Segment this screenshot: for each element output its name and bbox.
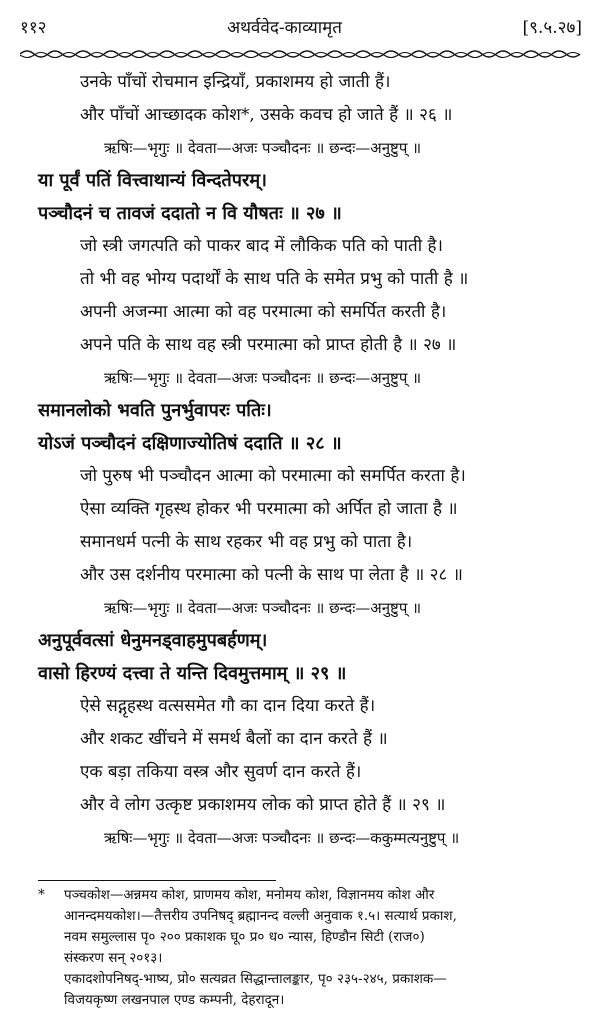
mantra-verse-27: [20, 164, 582, 230]
footnotes: [20, 885, 582, 1011]
translation-line: अपनी अजन्मा आत्मा को वह परमात्मा को समर्पित करती है।: [80, 302, 447, 322]
decorative-wavy-rule: [20, 48, 582, 60]
translation-line: जो स्त्री जगत्पति को पाकर बाद में लौकिक पति को पाती है।: [80, 236, 443, 256]
translation-line: और उस दर्शनीय परमात्मा को पत्नी के साथ पा लेता है ॥ २८ ॥: [80, 565, 463, 585]
running-title: अथर्ववेद-काव्यामृत: [227, 17, 342, 38]
translation-line: और शकट खींचने में समर्थ बैलों का दान करते हैं ॥: [80, 729, 388, 749]
footnote-line: आनन्दमयकोश।—तैत्तरीय उपनिषद् ब्रह्मानन्द वल्ली अनुवाक १.५। सत्यार्थ प्रकाश,: [64, 908, 457, 924]
page-number: ११२: [20, 17, 47, 38]
translation-line: और वे लोग उत्कृष्ट प्रकाशमय लोक को प्राप्त होते हैं ॥ २९ ॥: [80, 795, 446, 815]
footnote-line: नवम समुल्लास पृ० २०० प्रकाशक घू० प्र० ध० न्यास, हिण्डौन सिटी (राज०): [64, 929, 425, 945]
footnote-item: [38, 885, 582, 906]
rishi-devata-chhand: ऋषिः—भृगुः ॥ देवता—अजः पञ्चौदनः ॥ छन्दः—अनुष्टुप् ॥: [104, 369, 422, 387]
translation-verse-29: [20, 690, 582, 822]
rishi-devata-chhand: ऋषिः—भृगुः ॥ देवता—अजः पञ्चौदनः ॥ छन्दः—ककुम्मत्यनुष्टुप् ॥: [104, 829, 460, 847]
footnote-line: संस्करण सन् २०१३।: [64, 950, 163, 966]
translation-line: ऐसे सद्गृहस्थ वत्ससमेत गौ का दान दिया करते हैं।: [80, 696, 376, 716]
footnote-divider: [38, 880, 276, 881]
translation-line: अपने पति के साथ वह स्त्री परमात्मा को प्राप्त होती है ॥ २७ ॥: [80, 335, 457, 355]
page-header: [20, 0, 582, 46]
rishi-devata-chhand: ऋषिः—भृगुः ॥ देवता—अजः पञ्चौदनः ॥ छन्दः—अनुष्टुप् ॥: [104, 139, 422, 157]
footnote-marker: *: [38, 887, 45, 903]
mantra-line: योऽजं पञ्चौदनं दक्षिणाज्योतिषं ददाति ॥ २८ ॥: [38, 433, 342, 454]
translation-line: तो भी वह भोग्य पदार्थों के साथ पति के समेत प्रभु को पाती है ॥: [80, 269, 469, 289]
mantra-verse-28: [20, 394, 582, 460]
mantra-verse-29: [20, 624, 582, 690]
translation-verse-27: [20, 230, 582, 362]
mantra-line: या पूर्वं पतिं वित्त्वाथान्यं विन्दतेपरम्।: [38, 170, 267, 191]
rishi-devata-chhand: ऋषिः—भृगुः ॥ देवता—अजः पञ्चौदनः ॥ छन्दः—अनुष्टुप् ॥: [104, 599, 422, 617]
verse-reference: [९.५.२७]: [522, 17, 582, 38]
translation-line: जो पुरुष भी पञ्चौदन आत्मा को परमात्मा को समर्पित करता है।: [80, 466, 466, 486]
footnote-line: विजयकृष्ण लखनपाल एण्ड कम्पनी, देहरादून।: [64, 992, 285, 1008]
translation-line: ऐसा व्यक्ति गृहस्थ होकर भी परमात्मा को अर्पित हो जाता है ॥: [80, 499, 458, 519]
footnote-line: एकादशोपनिषद्-भाष्य, प्रो० सत्यव्रत सिद्धान्तालङ्कार, पृ० २३५-२४५, प्रकाशक—: [64, 971, 447, 987]
mantra-line: पञ्चौदनं च तावजं ददातो न वि यौषतः ॥ २७ ॥: [38, 203, 342, 224]
translation-line: एक बड़ा तकिया वस्त्र और सुवर्ण दान करते हैं।: [80, 762, 362, 782]
translation-verse-28: [20, 460, 582, 592]
translation-verse-26: [20, 66, 582, 132]
translation-line: उनके पाँचों रोचमान इन्द्रियाँ, प्रकाशमय हो जाती हैं।: [80, 72, 391, 92]
mantra-line: समानलोको भवति पुनर्भुवापरः पतिः।: [38, 400, 272, 421]
translation-line: समानधर्म पत्नी के साथ रहकर भी वह प्रभु को पाता है।: [80, 532, 413, 552]
footnote-line: पञ्चकोश—अन्नमय कोश, प्राणमय कोश, मनोमय कोश, विज्ञानमय कोश और: [64, 887, 435, 903]
mantra-line: वासो हिरण्यं दत्त्वा ते यन्ति दिवमुत्तमाम् ॥ २९ ॥: [38, 663, 347, 684]
mantra-line: अनुपूर्ववत्सां धेनुमनड्वाहमुपबर्हणम्।: [38, 630, 268, 651]
translation-line: और पाँचों आच्छादक कोश*, उसके कवच हो जाते हैं ॥ २६ ॥: [80, 105, 453, 125]
